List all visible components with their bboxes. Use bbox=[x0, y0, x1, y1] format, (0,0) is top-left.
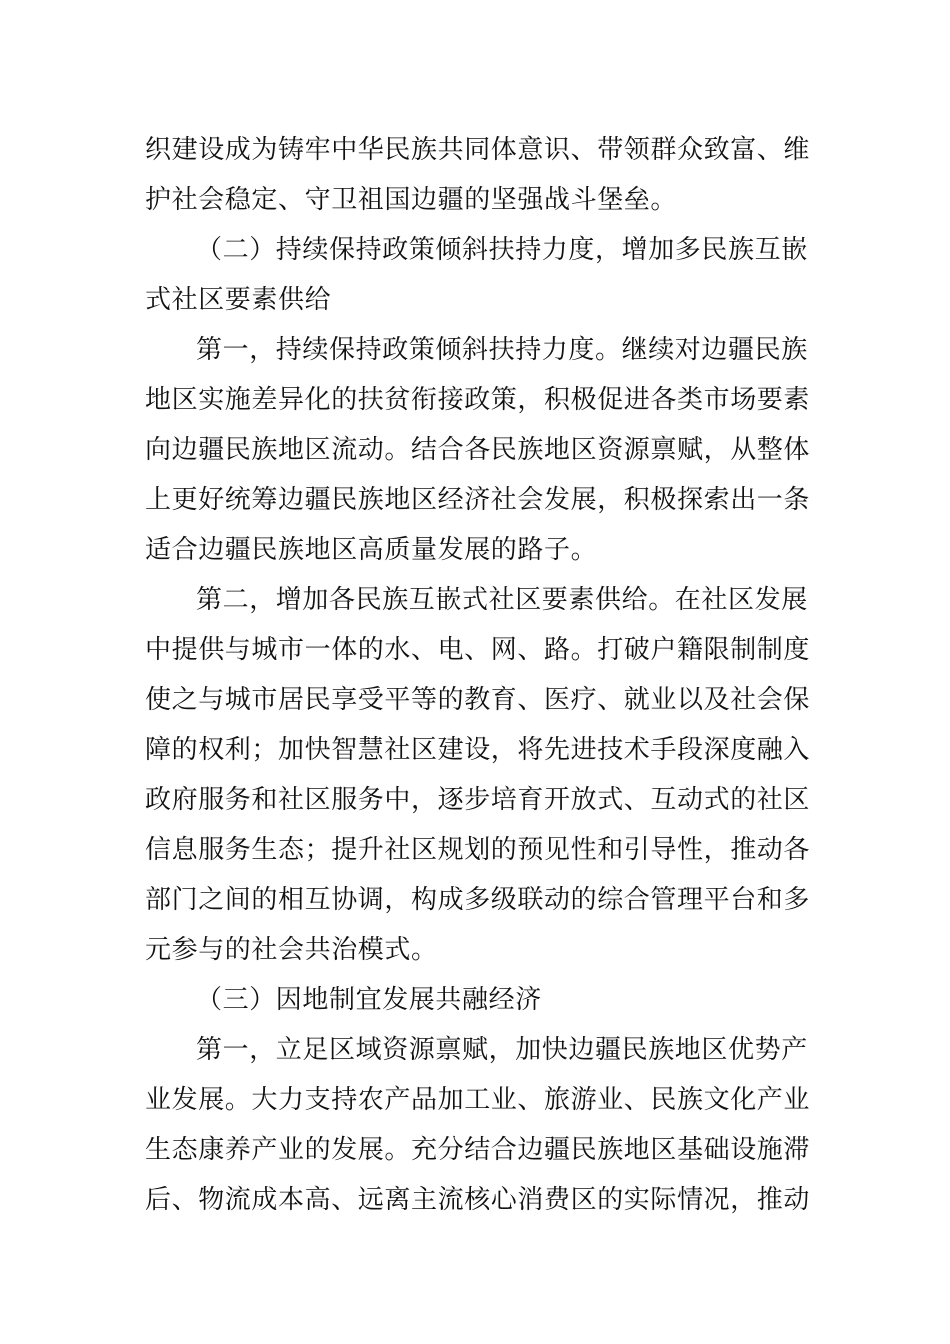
text-line: 使之与城市居民享受平等的教育、医疗、就业以及社会保 bbox=[145, 685, 811, 715]
section-heading: （二）持续保持政策倾斜扶持力度，增加多民族互嵌 bbox=[196, 235, 808, 265]
text-line: 政府服务和社区服务中，逐步培育开放式、互动式的社区 bbox=[145, 785, 811, 815]
text-line: 地区实施差异化的扶贫衔接政策，积极促进各类市场要素 bbox=[145, 385, 811, 415]
text-line: 部门之间的相互协调，构成多级联动的综合管理平台和多 bbox=[145, 885, 811, 915]
text-line: 障的权利；加快智慧社区建设，将先进技术手段深度融入 bbox=[145, 735, 811, 765]
section-heading: （三）因地制宜发展共融经济 bbox=[196, 985, 542, 1015]
text-line: 后、物流成本高、远离主流核心消费区的实际情况，推动 bbox=[145, 1185, 811, 1215]
paragraph-start: 第一，持续保持政策倾斜扶持力度。继续对边疆民族 bbox=[196, 335, 808, 365]
text-line: 元参与的社会共治模式。 bbox=[145, 935, 438, 965]
text-line: 信息服务生态；提升社区规划的预见性和引导性，推动各 bbox=[145, 835, 811, 865]
text-line: 织建设成为铸牢中华民族共同体意识、带领群众致富、维 bbox=[145, 135, 811, 165]
paragraph-start: 第一，立足区域资源禀赋，加快边疆民族地区优势产 bbox=[196, 1035, 808, 1065]
text-line: 适合边疆民族地区高质量发展的路子。 bbox=[145, 535, 598, 565]
text-line: 中提供与城市一体的水、电、网、路。打破户籍限制制度 bbox=[145, 635, 811, 665]
paragraph-start: 第二，增加各民族互嵌式社区要素供给。在社区发展 bbox=[196, 585, 808, 615]
section-heading-continued: 式社区要素供给 bbox=[145, 285, 332, 315]
text-line: 上更好统筹边疆民族地区经济社会发展，积极探索出一条 bbox=[145, 485, 811, 515]
text-line: 生态康养产业的发展。充分结合边疆民族地区基础设施滞 bbox=[145, 1135, 811, 1165]
text-line: 业发展。大力支持农产品加工业、旅游业、民族文化产业 bbox=[145, 1085, 811, 1115]
text-line: 向边疆民族地区流动。结合各民族地区资源禀赋，从整体 bbox=[145, 435, 811, 465]
text-line: 护社会稳定、守卫祖国边疆的坚强战斗堡垒。 bbox=[145, 185, 678, 215]
